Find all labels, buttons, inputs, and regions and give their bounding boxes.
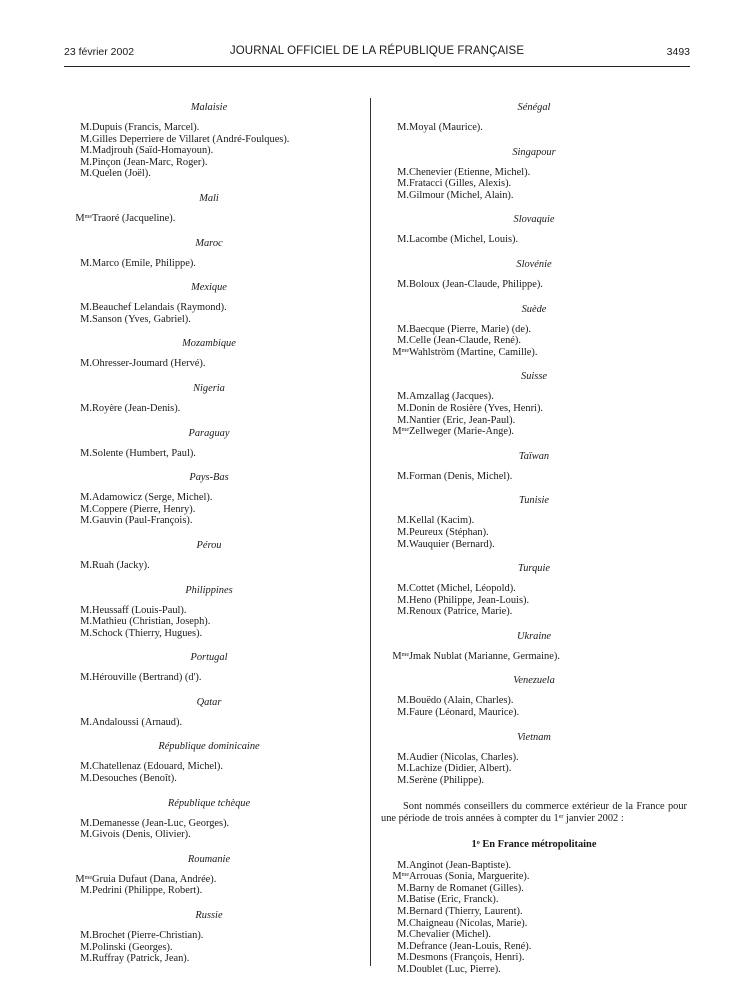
honorific: M. xyxy=(80,716,92,728)
person-name: Boloux (Jean-Claude, Philippe). xyxy=(409,278,543,290)
honorific: M. xyxy=(397,917,409,929)
person-entry xyxy=(64,515,354,527)
country-heading: Singapour xyxy=(512,146,556,158)
header-rule xyxy=(64,66,690,67)
person-entry xyxy=(64,761,354,773)
honorific: M. xyxy=(80,559,92,571)
honorific: M. xyxy=(397,538,409,550)
person-name: Solente (Humbert, Paul). xyxy=(92,447,196,459)
right-country-groups xyxy=(381,96,687,793)
honorific: M. xyxy=(80,941,92,953)
honorific: M. xyxy=(80,156,92,168)
person-name: Gruia Dufaut (Dana, Andrée). xyxy=(92,873,217,885)
person-entry xyxy=(64,885,354,897)
person-name: Wahlström (Martine, Camille). xyxy=(409,346,538,358)
honorific: M. xyxy=(80,829,92,841)
person-entry xyxy=(64,492,354,504)
country-heading: République tchèque xyxy=(167,797,251,809)
person-entry xyxy=(381,941,687,953)
person-name: Jmak Nublat (Marianne, Germaine). xyxy=(409,650,560,662)
person-entry xyxy=(64,942,354,954)
person-entry xyxy=(381,860,687,872)
person-name: Lacombe (Michel, Louis). xyxy=(409,234,519,246)
country-heading: Suisse xyxy=(521,371,547,383)
country-heading: Slovénie xyxy=(516,258,552,270)
person-name: Kellal (Kacim). xyxy=(409,515,475,527)
person-entry xyxy=(381,695,687,707)
person-entry xyxy=(381,763,687,775)
honorific: M. xyxy=(397,391,409,403)
person-name: Schock (Thierry, Hugues). xyxy=(92,627,203,639)
person-entry xyxy=(381,122,687,134)
person-entry xyxy=(381,234,687,246)
person-name: Nantier (Eric, Jean-Paul). xyxy=(409,414,516,426)
person-entry xyxy=(64,953,354,965)
country-heading: Turquie xyxy=(518,563,550,575)
person-entry xyxy=(381,391,687,403)
country-heading: Pérou xyxy=(196,539,222,551)
person-name: Royère (Jean-Denis). xyxy=(92,402,181,414)
person-entry xyxy=(381,707,687,719)
honorific: M. xyxy=(80,761,92,773)
person-entry xyxy=(64,122,354,134)
person-entry xyxy=(381,583,687,595)
honorific: M. xyxy=(397,402,409,414)
honorific: M. xyxy=(397,515,409,527)
person-name: Dupuis (Francis, Marcel). xyxy=(92,122,200,133)
country-heading: Sénégal xyxy=(517,102,551,113)
person-entry xyxy=(64,605,354,617)
person-entry xyxy=(64,930,354,942)
person-entry xyxy=(381,471,687,483)
honorific: $M^{me}$ xyxy=(392,426,409,438)
honorific: M. xyxy=(397,894,409,906)
person-name: Chatellenaz (Edouard, Michel). xyxy=(92,761,223,773)
person-entry xyxy=(381,595,687,607)
country-heading: Paraguay xyxy=(188,427,230,439)
person-entry xyxy=(64,258,354,270)
person-name: Gilmour (Michel, Alain). xyxy=(409,189,514,201)
country-heading: Pays-Bas xyxy=(189,472,229,484)
person-name: Defrance (Jean-Louis, René). xyxy=(409,940,532,952)
person-entry xyxy=(64,134,354,146)
person-entry xyxy=(381,606,687,618)
person-name: Anginot (Jean-Baptiste). xyxy=(409,859,512,871)
person-entry xyxy=(64,672,354,684)
person-name: Heno (Philippe, Jean-Louis). xyxy=(409,594,530,606)
person-name: Mathieu (Christian, Joseph). xyxy=(92,616,211,628)
person-name: Polinski (Georges). xyxy=(92,941,173,953)
page-number: 3493 xyxy=(666,46,690,58)
person-entry xyxy=(381,178,687,190)
person-entry xyxy=(381,871,687,883)
person-name: Faure (Léonard, Maurice). xyxy=(409,707,520,719)
honorific: M. xyxy=(397,763,409,775)
left-column xyxy=(64,96,354,972)
person-name: Amzallag (Jacques). xyxy=(409,391,494,403)
person-entry xyxy=(64,302,354,314)
person-entry xyxy=(64,448,354,460)
person-entry xyxy=(381,190,687,202)
honorific: M. xyxy=(80,953,92,965)
person-entry xyxy=(381,539,687,551)
person-name: Cottet (Michel, Léopold). xyxy=(409,583,516,595)
honorific: M. xyxy=(397,859,409,871)
honorific: M. xyxy=(397,526,409,538)
honorific: M. xyxy=(80,402,92,414)
person-entry xyxy=(381,335,687,347)
honorific: M. xyxy=(80,302,92,314)
person-name: Lachize (Didier, Albert). xyxy=(409,763,512,775)
person-name: Bouëdo (Alain, Charles). xyxy=(409,695,514,707)
honorific: M. xyxy=(80,257,92,269)
honorific: M. xyxy=(80,930,92,942)
honorific: M. xyxy=(397,952,409,964)
section-name-list xyxy=(381,860,687,976)
honorific: M. xyxy=(80,492,92,504)
person-name: Peureux (Stéphan). xyxy=(409,526,489,538)
honorific: M. xyxy=(397,178,409,190)
person-name: Bernard (Thierry, Laurent). xyxy=(409,906,523,917)
honorific: M. xyxy=(397,323,409,335)
person-name: Desouches (Benoît). xyxy=(92,773,177,785)
honorific: M. xyxy=(80,616,92,628)
person-name: Gauvin (Paul-François). xyxy=(92,515,193,527)
person-entry xyxy=(64,616,354,628)
person-entry xyxy=(64,560,354,572)
person-name: Pedrini (Philippe, Robert). xyxy=(92,885,203,897)
honorific: M. xyxy=(397,606,409,618)
person-name: Traoré (Jacqueline). xyxy=(92,212,176,224)
honorific: M. xyxy=(397,751,409,763)
honorific: M. xyxy=(397,594,409,606)
honorific: M. xyxy=(397,929,409,941)
person-name: Wauquier (Bernard). xyxy=(409,538,495,550)
column-divider xyxy=(370,98,371,966)
person-name: Adamowicz (Serge, Michel). xyxy=(92,492,213,504)
person-name: Pinçon (Jean-Marc, Roger). xyxy=(92,156,208,168)
person-name: Fratacci (Gilles, Alexis). xyxy=(409,178,512,190)
honorific: M. xyxy=(397,234,409,246)
honorific: M. xyxy=(397,278,409,290)
country-heading: Russie xyxy=(195,910,223,922)
person-entry xyxy=(381,775,687,787)
person-entry xyxy=(381,894,687,906)
person-name: Chenevier (Etienne, Michel). xyxy=(409,166,531,178)
person-entry xyxy=(64,403,354,415)
person-name: Demanesse (Jean-Luc, Georges). xyxy=(92,817,230,829)
person-name: Quelen (Joël). xyxy=(92,168,151,180)
country-heading: Maroc xyxy=(195,237,223,249)
honorific: M. xyxy=(397,335,409,347)
country-heading: République dominicaine xyxy=(158,741,260,753)
person-entry xyxy=(64,145,354,157)
honorific: M. xyxy=(397,414,409,426)
honorific: M. xyxy=(80,447,92,459)
person-entry xyxy=(64,168,354,180)
honorific: $M^{me}$ xyxy=(75,873,92,885)
country-heading: Philippines xyxy=(185,584,233,596)
country-heading: Roumanie xyxy=(187,853,231,865)
person-name: Moyal (Maurice). xyxy=(409,122,483,133)
honorific: M. xyxy=(397,707,409,719)
honorific: M. xyxy=(80,515,92,527)
honorific: M. xyxy=(80,133,92,145)
person-entry xyxy=(381,952,687,964)
honorific: M. xyxy=(80,503,92,515)
person-name: Baecque (Pierre, Marie) (de). xyxy=(409,323,532,335)
country-heading: Qatar xyxy=(196,696,222,708)
honorific: M. xyxy=(80,773,92,785)
honorific: M. xyxy=(80,122,92,133)
person-name: Zellweger (Marie-Ange). xyxy=(409,426,515,438)
honorific: $M^{me}$ xyxy=(75,212,92,224)
person-name: Forman (Denis, Michel). xyxy=(409,470,513,482)
honorific: M. xyxy=(397,695,409,707)
person-entry xyxy=(381,167,687,179)
decree-paragraph: Sont nommés conseillers du commerce extérieur de la France pour une période de trois années à compter du 1er janvier 2002 : xyxy=(381,801,687,825)
person-name: Batise (Eric, Franck). xyxy=(409,894,499,906)
honorific: M. xyxy=(397,470,409,482)
honorific: M. xyxy=(397,963,409,975)
honorific: M. xyxy=(397,583,409,595)
person-name: Arrouas (Sonia, Marguerite). xyxy=(409,871,530,883)
person-name: Barny de Romanet (Gilles). xyxy=(409,882,524,894)
country-heading: Suède xyxy=(521,303,547,315)
person-entry xyxy=(64,504,354,516)
honorific: M. xyxy=(80,627,92,639)
honorific: M. xyxy=(397,166,409,178)
person-name: Serène (Philippe). xyxy=(409,774,485,786)
person-entry xyxy=(64,314,354,326)
person-entry xyxy=(64,829,354,841)
country-heading: Venezuela xyxy=(513,675,555,687)
person-name: Ruah (Jacky). xyxy=(92,559,150,571)
honorific: M. xyxy=(397,906,409,917)
person-name: Coppere (Pierre, Henry). xyxy=(92,503,196,515)
person-entry xyxy=(381,426,687,438)
country-heading: Taïwan xyxy=(518,450,550,462)
honorific: M. xyxy=(80,313,92,325)
section-heading: 1$^o$ En France métropolitaine xyxy=(471,839,597,851)
person-name: Heussaff (Louis-Paul). xyxy=(92,604,187,616)
country-heading: Vietnam xyxy=(517,731,551,743)
honorific: M. xyxy=(80,817,92,829)
person-entry xyxy=(381,324,687,336)
honorific: M. xyxy=(80,885,92,897)
person-name: Desmons (François, Henri). xyxy=(409,952,525,964)
country-heading: Portugal xyxy=(190,652,228,664)
person-entry xyxy=(64,628,354,640)
person-entry xyxy=(64,157,354,169)
person-entry xyxy=(381,929,687,941)
person-name: Donin de Rosière (Yves, Henri). xyxy=(409,402,544,414)
honorific: M. xyxy=(397,122,409,133)
honorific: M. xyxy=(397,940,409,952)
person-name: Brochet (Pierre-Christian). xyxy=(92,930,204,942)
honorific: M. xyxy=(397,189,409,201)
person-entry xyxy=(64,874,354,886)
person-entry xyxy=(381,752,687,764)
person-entry xyxy=(381,906,687,918)
right-column xyxy=(381,96,687,976)
honorific: M. xyxy=(80,145,92,157)
page-header xyxy=(64,46,690,62)
honorific: M. xyxy=(80,604,92,616)
person-name: Ohresser-Joumard (Hervé). xyxy=(92,358,206,370)
person-name: Renoux (Patrice, Marie). xyxy=(409,606,513,618)
country-heading: Slovaquie xyxy=(513,214,555,226)
person-name: Andaloussi (Arnaud). xyxy=(92,716,183,728)
person-name: Gilles Deperriere de Villaret (André-Foulques). xyxy=(92,133,290,145)
country-heading: Nigeria xyxy=(193,382,225,394)
person-entry xyxy=(381,883,687,895)
country-heading: Mali xyxy=(199,192,219,204)
person-name: Chevalier (Michel). xyxy=(409,929,491,941)
person-name: Hérouville (Bertrand) (d'). xyxy=(92,672,202,684)
person-name: Ruffray (Patrick, Jean). xyxy=(92,953,190,965)
person-name: Beauchef Lelandais (Raymond). xyxy=(92,302,227,314)
person-entry xyxy=(64,358,354,370)
person-name: Givois (Denis, Olivier). xyxy=(92,829,191,841)
person-name: Marco (Emile, Philippe). xyxy=(92,257,196,269)
honorific: M. xyxy=(397,882,409,894)
person-name: Audier (Nicolas, Charles). xyxy=(409,751,519,763)
person-entry xyxy=(381,279,687,291)
country-heading: Mozambique xyxy=(182,338,236,350)
person-entry xyxy=(381,918,687,930)
person-entry xyxy=(381,347,687,359)
person-entry xyxy=(64,213,354,225)
country-heading: Ukraine xyxy=(516,630,552,642)
person-name: Celle (Jean-Claude, René). xyxy=(409,335,521,347)
honorific: M. xyxy=(397,774,409,786)
person-name: Chaigneau (Nicolas, Marie). xyxy=(409,917,528,929)
honorific: $M^{me}$ xyxy=(392,346,409,358)
journal-title: JOURNAL OFFICIEL DE LA RÉPUBLIQUE FRANÇAISE xyxy=(229,45,525,57)
honorific: $M^{me}$ xyxy=(392,650,409,662)
person-entry xyxy=(381,651,687,663)
country-heading: Mexique xyxy=(191,282,227,294)
honorific: M. xyxy=(80,358,92,370)
honorific: $M^{me}$ xyxy=(392,871,409,883)
person-entry xyxy=(64,818,354,830)
header-date: 23 février 2002 xyxy=(64,46,135,58)
person-entry xyxy=(381,964,687,976)
country-heading: Tunisie xyxy=(518,495,550,507)
person-entry xyxy=(64,717,354,729)
honorific: M. xyxy=(80,168,92,180)
person-entry xyxy=(381,527,687,539)
country-heading: Malaisie xyxy=(190,102,228,113)
honorific: M. xyxy=(80,672,92,684)
person-entry xyxy=(64,773,354,785)
person-name: Sanson (Yves, Gabriel). xyxy=(92,313,191,325)
person-entry xyxy=(381,415,687,427)
person-entry xyxy=(381,515,687,527)
person-entry xyxy=(381,403,687,415)
person-name: Madjrouh (Saïd-Homayoun). xyxy=(92,145,214,157)
person-name: Doublet (Luc, Pierre). xyxy=(409,963,501,975)
